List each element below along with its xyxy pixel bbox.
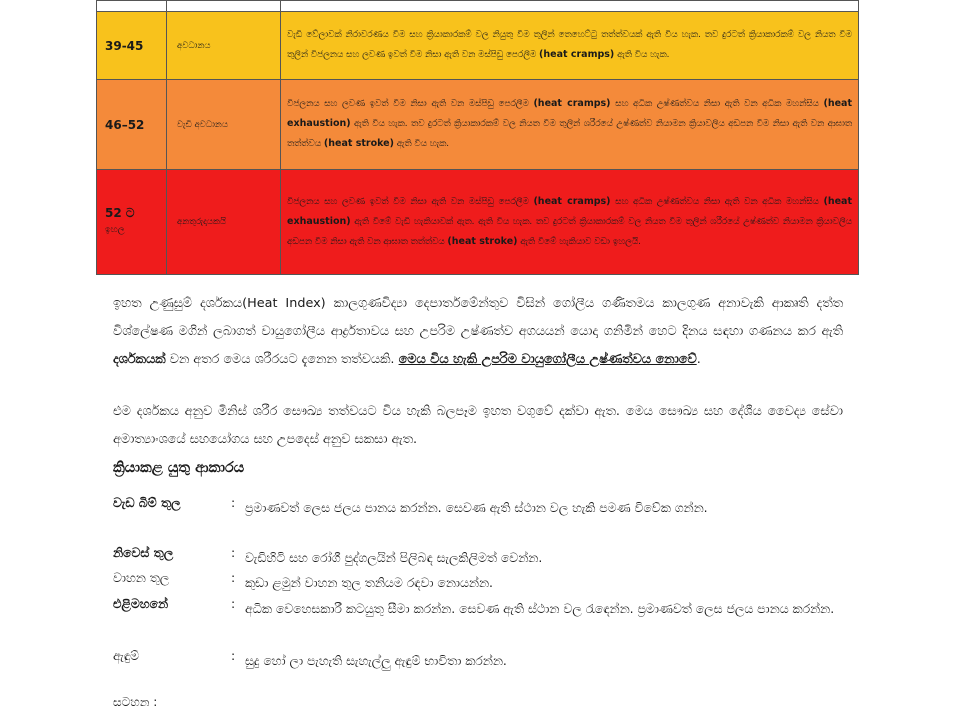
- effect-term: (heat stroke): [447, 235, 518, 247]
- heat-range-line1: 52 ට: [105, 206, 135, 220]
- action-colon: :: [231, 545, 236, 560]
- paragraph-bold-text: දර්ශකයක්: [113, 352, 166, 367]
- table-cell-empty: [97, 1, 167, 12]
- action-text: සුදු හෝ ලා පැහැති සැහැල්ලු ඇඳුම් භාවිතා කරන්න.: [245, 653, 507, 668]
- effect-text: ඇති විය හැක.: [393, 139, 450, 149]
- action-colon: :: [231, 570, 236, 585]
- effect-description: [281, 12, 859, 80]
- effect-term: (heat cramps): [533, 98, 611, 109]
- effect-text: ඇති විය හැක.: [614, 49, 670, 60]
- table-row-extreme-caution: [97, 80, 859, 170]
- alert-level: අනතුරුදායකයි: [167, 170, 281, 275]
- action-label: නිවෙස් තුල: [113, 545, 174, 560]
- health-impact-paragraph: එම දර්ශකය අනුව මිනිස් ශරීර සෞඛ්‍ය තත්වයට විය හැකි බලපෑම ඉහත වගුවේ දක්වා ඇත. මෙය සෞඛ්‍ය සහ දේශීය වෛද්‍ය සේවා අමාත්‍යාංශයේ සහයෝගය සහ උපදෙස් අනුව සකසා ඇත.: [113, 404, 843, 447]
- heat-index-explanation: [113, 290, 843, 374]
- paragraph-text: ඉහත උණුසුම් දර්ශකය(Heat Index) කාලගුණවිද්‍යා දෙපාර්තමේන්තුව විසින් ගෝලීය ගණිතමය කාලගුණ අනාවැකි ආකෘති දත්ත විශ්ලේෂණ මගින් ලබාගත් වායුගෝලීය ආර්ද්‍රතාවය සහ උපරිම උෂ්ණත්ව අගයයන් යොදා ගනිමින් හෙට දිනය සඳහා ගණනය කර ඇති: [113, 296, 843, 339]
- effect-term: (heat exhaustion): [287, 195, 852, 227]
- effect-term: (heat stroke): [323, 138, 394, 149]
- table-row-danger: [97, 170, 859, 275]
- effect-text: වැඩි වේලාවක් නිරාවරණය වීම සහ ක්‍රියාකාරකම් වල නියුතු වීම තුලින් තෙහෙට්ටු තත්ත්වයක් ඇති විය හැක. තව දුරටත් ක්‍රියාකාරකම් වල නියත වීම තුලින් විජලනය සහ ලවණ ඉවත් වීම නිසා ඇති වන මස්පිඩු පෙරලීම: [287, 29, 852, 60]
- effect-text: විජලනය සහ ලවණ ඉවත් වීම නිසා ඇති වන මස්පිඩු පෙරලීම: [287, 196, 534, 207]
- effect-term: (heat exhaustion): [287, 98, 852, 129]
- effect-description: [281, 170, 859, 275]
- effect-description: [281, 80, 859, 170]
- action-label: වැඩ බිම් තුල: [113, 495, 181, 510]
- effect-text: ඇති විය හැක. තව දුරටත් ක්‍රියාකාරකම් වල නියත වීම තුලින් ශරීරයේ උෂ්ණත්ව නියාමන ක්‍රියාවලිය අඩපන වීම නිසා ඇති වන ආඝාත තත්ත්වය: [287, 119, 852, 149]
- action-text: වැඩිහිටි සහ රෝගී පුද්ගලයින් පිලිබඳ සැලකිලිමත් වෙන්න.: [245, 550, 543, 565]
- heat-index-table: [96, 0, 859, 275]
- table-row-caution: [97, 12, 859, 80]
- effect-text: ඇති වීමේ වැඩි හැකියාවක් ඇත. ඇති විය හැක. තව දුරටත් ක්‍රියාකාරකම් වල නියත වීම තුලින් ශරීරයේ උෂ්ණත්ව නියාමන ක්‍රියාවලිය අඩපන වීම නිසා ඇති වන ආඝාත තත්ත්වය: [287, 216, 852, 247]
- alert-level: වැඩි අවධානය: [167, 80, 281, 170]
- table-cell-empty: [167, 1, 281, 12]
- effect-text: ඇති වීමේ හැකියාව වඩා ඉහලයි.: [517, 236, 641, 247]
- alert-level: අවධානය: [167, 12, 281, 80]
- action-label: වාහන තුල: [113, 570, 170, 585]
- heat-range: 46–52: [97, 80, 167, 170]
- action-colon: :: [231, 495, 236, 510]
- action-text: අධික වෙහෙසකාරී කටයුතු සීමා කරන්න. සෙවණ ඇති ස්ථාන වල රැඳෙන්න. ප්‍රමාණවත් ලෙස ජලය පානය කරන්න.: [245, 601, 835, 616]
- heat-range: [97, 170, 167, 275]
- table-cell-empty: [281, 1, 859, 12]
- effect-term: (heat cramps): [533, 195, 611, 207]
- effect-term: (heat cramps): [539, 48, 615, 60]
- effect-text: සහ අධික උෂ්ණත්වය නිසා ඇති වන අධික මහන්සිය: [610, 99, 824, 109]
- heat-range: 39-45: [97, 12, 167, 80]
- action-label: එළිමහනේ: [113, 596, 169, 611]
- paragraph-text: වන අතර මෙය ශරීරයට දැනෙන තත්වයකි.: [165, 352, 399, 367]
- action-label: ඇඳුම්: [113, 648, 139, 663]
- actions-heading: ක්‍රියාකළ යුතු ආකාරය: [113, 460, 245, 476]
- table-row-top: [97, 1, 859, 12]
- effect-text: විජලනය සහ ලවණ ඉවත් වීම නිසා ඇති වන මස්පිඩු පෙරලීම: [287, 99, 534, 109]
- action-text: කුඩා ළමුන් වාහන තුල තනියම රඳවා නොයන්න.: [245, 575, 493, 590]
- heat-range-line2: ඉහල: [105, 225, 125, 235]
- action-colon: :: [231, 596, 236, 611]
- effect-text: සහ අධික උෂ්ණත්වය නිසා ඇති වන අධික මහන්සිය: [610, 196, 824, 207]
- action-colon: :: [231, 648, 236, 663]
- action-text: ප්‍රමාණවත් ලෙස ජලය පානය කරන්න. සෙවණ ඇති ස්ථාන වල හැකි පමණ විවේක ගන්න.: [245, 500, 708, 515]
- paragraph-text: .: [696, 352, 701, 367]
- paragraph-emphasis: මෙය විය හැකි උපරිම වායුගෝලීය උෂ්ණත්වය නොවේ: [398, 352, 697, 367]
- note-label: සටහන :: [113, 695, 158, 709]
